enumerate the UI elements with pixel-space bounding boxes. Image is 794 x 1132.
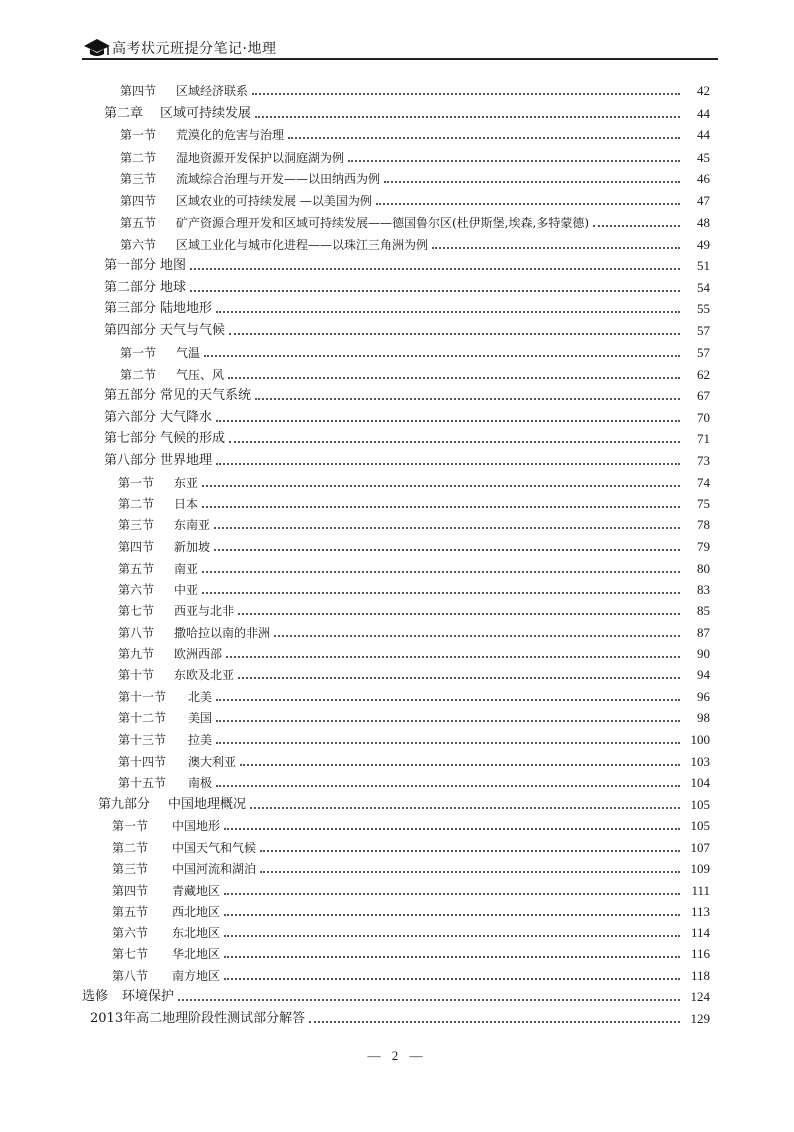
toc-entry-page: 129	[690, 1011, 710, 1026]
dot-leader	[593, 225, 680, 227]
toc-entry-label: 第六节	[118, 583, 155, 597]
toc-entry-page: 107	[690, 840, 710, 855]
toc-entry	[118, 662, 710, 682]
toc-entry	[112, 856, 710, 876]
toc-entry-label: 第八部分	[104, 453, 157, 468]
toc-entry-label: 第二节	[120, 151, 157, 165]
toc-entry	[120, 78, 710, 98]
toc-entry-label: 2013年高二地理阶段性测试部分解答	[90, 1011, 306, 1026]
toc-entry-title: 矿产资源合理开发和区域可持续发展——德国鲁尔区(杜伊斯堡,埃森,多特蒙德)	[176, 216, 589, 230]
toc-entry-label: 第九部分	[98, 797, 151, 812]
toc-entry-label: 第五节	[120, 216, 157, 230]
toc-entry-label: 选修	[82, 989, 109, 1004]
toc-entry-page: 51	[697, 258, 710, 273]
toc-entry	[120, 340, 710, 360]
toc-entry	[104, 405, 710, 425]
toc-entry-page: 62	[697, 367, 710, 382]
toc-entry-title: 中国地理概况	[168, 797, 247, 812]
toc-entry-page: 75	[697, 496, 710, 511]
dot-leader	[432, 247, 680, 249]
dot-leader	[376, 203, 680, 205]
toc-entry-title: 常见的天气系统	[160, 388, 252, 403]
dot-leader	[214, 549, 680, 551]
toc-entry-title: 华北地区	[172, 947, 221, 961]
toc-entry-label: 第九节	[118, 647, 155, 661]
toc-entry-page: 74	[697, 475, 710, 490]
toc-entry-label: 第五节	[118, 562, 155, 576]
toc-entry-label: 第二章	[104, 106, 144, 121]
dot-leader	[260, 850, 680, 852]
toc-entry-title: 拉美	[188, 733, 213, 747]
toc-entry	[118, 620, 710, 640]
toc-entry	[118, 577, 710, 597]
dot-leader	[216, 699, 680, 701]
toc-entry	[112, 878, 710, 898]
toc-entry-title: 东亚	[174, 476, 199, 490]
toc-entry-page: 67	[697, 388, 710, 403]
toc-entry-title: 中国地形	[172, 819, 221, 833]
toc-entry-label: 第五节	[112, 905, 149, 919]
dot-leader	[224, 956, 680, 958]
toc-entry-page: 96	[697, 689, 710, 704]
toc-entry-page: 118	[690, 968, 710, 983]
toc-entry-title: 流域综合治理与开发——以田纳西为例	[176, 172, 381, 186]
toc-entry	[104, 318, 710, 338]
toc-entry	[118, 641, 710, 661]
toc-entry-page: 87	[697, 625, 710, 640]
toc-entry-page: 55	[697, 301, 710, 316]
toc-entry-title: 西亚与北非	[174, 604, 235, 618]
toc-entry	[120, 122, 710, 142]
toc-entry-label: 第五部分	[104, 388, 157, 403]
dot-leader	[216, 311, 680, 313]
toc-entry	[118, 770, 710, 790]
toc-entry-label: 第四节	[120, 84, 157, 98]
dot-leader	[216, 420, 680, 422]
toc-entry-title: 西北地区	[172, 905, 221, 919]
toc-entry-label: 第二节	[118, 497, 155, 511]
toc-entry	[104, 101, 710, 121]
toc-entry-title: 地球	[160, 280, 187, 295]
dot-leader	[252, 93, 680, 95]
dot-leader	[202, 506, 680, 508]
toc-entry-title: 日本	[174, 497, 199, 511]
toc-entry-title: 澳大利亚	[188, 755, 237, 769]
toc-entry-title: 区域农业的可持续发展 —以美国为例	[176, 194, 372, 208]
toc-entry-title: 北美	[188, 690, 213, 704]
toc-entry-title: 地图	[160, 258, 187, 273]
toc-entry-title: 区域可持续发展	[160, 106, 252, 121]
toc-entry-label: 第四部分	[104, 323, 157, 338]
dot-leader	[190, 290, 680, 292]
toc-entry	[112, 835, 710, 855]
toc-entry	[118, 491, 710, 511]
toc-entry-page: 98	[697, 710, 710, 725]
toc-entry-label: 第十节	[118, 668, 155, 682]
toc-entry	[104, 448, 710, 468]
dot-leader	[238, 613, 680, 615]
toc-entry-label: 第十四节	[118, 755, 167, 769]
toc-entry-page: 49	[697, 237, 710, 252]
dot-leader	[384, 181, 680, 183]
toc-entry-label: 第四节	[118, 540, 155, 554]
toc-entry-title: 湿地资源开发保护以洞庭湖为例	[176, 151, 345, 165]
toc-entry-page: 109	[690, 861, 710, 876]
toc-entry-title: 气温	[176, 346, 201, 360]
toc-entry	[112, 813, 710, 833]
dot-leader	[202, 592, 680, 594]
toc-entry-label: 第八节	[118, 626, 155, 640]
toc-entry-page: 83	[697, 582, 710, 597]
toc-entry-label: 第十五节	[118, 776, 167, 790]
dot-leader	[255, 116, 680, 118]
toc-entry-title: 东北地区	[172, 926, 221, 940]
toc-entry	[98, 792, 710, 812]
toc-entry-title: 中国天气和气候	[172, 841, 257, 855]
toc-entry-title: 环境保护	[122, 989, 175, 1004]
toc-entry-title: 东南亚	[174, 518, 211, 532]
toc-entry-title: 东欧及北亚	[174, 668, 235, 682]
toc-entry-page: 44	[697, 106, 710, 121]
toc-entry-title: 荒漠化的危害与治理	[176, 128, 285, 142]
toc-entry-label: 第四节	[120, 194, 157, 208]
toc-entry	[112, 920, 710, 940]
dot-leader	[224, 828, 680, 830]
toc-entry-label: 第三节	[112, 862, 149, 876]
toc-entry	[112, 963, 710, 983]
toc-entry-page: 57	[697, 345, 710, 360]
toc-entry-page: 48	[697, 215, 710, 230]
dot-leader	[224, 893, 680, 895]
toc-entry-page: 78	[697, 517, 710, 532]
dot-leader	[250, 807, 680, 809]
toc-entry-title: 美国	[188, 711, 213, 725]
toc-entry-label: 第十三节	[118, 733, 167, 747]
toc-entry-page: 100	[690, 732, 710, 747]
toc-entry-label: 第一节	[118, 476, 155, 490]
toc-entry-label: 第七部分	[104, 431, 157, 446]
toc-entry	[120, 232, 710, 252]
toc-entry-label: 第六节	[120, 238, 157, 252]
toc-entry-label: 第六部分	[104, 410, 157, 425]
toc-entry-label: 第八节	[112, 969, 149, 983]
toc-entry	[112, 941, 710, 961]
toc-entry-label: 第六节	[112, 926, 149, 940]
toc-entry-page: 85	[697, 603, 710, 618]
dot-leader	[260, 871, 680, 873]
toc-entry-title: 天气与气候	[160, 323, 226, 338]
toc-entry	[120, 166, 710, 186]
toc-entry-title: 新加坡	[174, 540, 211, 554]
dot-leader	[216, 463, 680, 465]
dot-leader	[240, 764, 680, 766]
dot-leader	[228, 377, 680, 379]
toc-entry-label: 第十一节	[118, 690, 167, 704]
toc-entry-page: 71	[697, 431, 710, 446]
toc-entry	[120, 188, 710, 208]
dot-leader	[216, 785, 680, 787]
toc-entry-page: 54	[697, 280, 710, 295]
dot-leader	[202, 571, 680, 573]
dot-leader	[224, 914, 680, 916]
toc-entry-page: 90	[697, 646, 710, 661]
toc-entry-page: 105	[690, 818, 710, 833]
dot-leader	[229, 441, 680, 443]
toc-entry-title: 陆地地形	[160, 301, 213, 316]
toc-entry-title: 大气降水	[160, 410, 213, 425]
toc-entry	[90, 1006, 710, 1026]
dot-leader	[226, 656, 680, 658]
toc-entry-page: 80	[697, 561, 710, 576]
toc-entry-label: 第七节	[112, 947, 149, 961]
toc-entry-label: 第四节	[112, 884, 149, 898]
toc-entry-page: 124	[690, 989, 710, 1004]
dot-leader	[348, 160, 680, 162]
toc-entry	[118, 727, 710, 747]
toc-entry-page: 57	[697, 323, 710, 338]
toc-entry-page: 79	[697, 539, 710, 554]
toc-entry-page: 42	[697, 83, 710, 98]
toc-entry-label: 第七节	[118, 604, 155, 618]
toc-entry-page: 44	[697, 127, 710, 142]
toc-entry-label: 第一部分	[104, 258, 157, 273]
toc-entry-label: 第三节	[118, 518, 155, 532]
toc-entry	[118, 470, 710, 490]
toc-entry-title: 气压、风	[176, 368, 225, 382]
toc-entry	[118, 534, 710, 554]
toc-entry-page: 73	[697, 453, 710, 468]
dot-leader	[216, 720, 680, 722]
toc-entry-title: 气候的形成	[160, 431, 226, 446]
dot-leader	[224, 978, 680, 980]
toc-entry-title: 世界地理	[160, 453, 213, 468]
dot-leader	[202, 485, 680, 487]
toc-entry-page: 47	[697, 193, 710, 208]
toc-entry-label: 第一节	[120, 346, 157, 360]
toc-entry-page: 70	[697, 410, 710, 425]
toc-entry	[118, 749, 710, 769]
dot-leader	[216, 742, 680, 744]
toc-entry-page: 113	[690, 904, 710, 919]
toc-entry-label: 第二部分	[104, 280, 157, 295]
toc-entry-title: 青藏地区	[172, 884, 221, 898]
dot-leader	[309, 1021, 680, 1023]
toc-entry-page: 46	[697, 171, 710, 186]
toc-entry	[120, 210, 710, 230]
dot-leader	[204, 355, 680, 357]
toc-entry-label: 第一节	[112, 819, 149, 833]
dot-leader	[214, 527, 680, 529]
page-number: — 2 —	[367, 1048, 427, 1063]
toc-entry-page: 103	[690, 754, 710, 769]
toc-entry-page: 94	[697, 667, 710, 682]
toc-entry-title: 欧洲西部	[174, 647, 223, 661]
toc-entry-title: 南亚	[174, 562, 199, 576]
toc-entry	[104, 296, 710, 316]
dot-leader	[224, 935, 680, 937]
toc-entry	[118, 684, 710, 704]
dot-leader	[190, 268, 680, 270]
toc-entry	[118, 598, 710, 618]
dot-leader	[238, 677, 680, 679]
toc-entry-page: 116	[690, 946, 710, 961]
toc-entry	[118, 705, 710, 725]
toc-entry-label: 第二节	[120, 368, 157, 382]
toc-entry	[104, 275, 710, 295]
toc-entry-page: 45	[697, 150, 710, 165]
toc-entry	[104, 426, 710, 446]
toc-entry-label: 第十二节	[118, 711, 167, 725]
toc-entry-page: 104	[690, 775, 710, 790]
toc-entry-title: 区域经济联系	[176, 84, 249, 98]
toc-entry	[104, 383, 710, 403]
dot-leader	[229, 333, 680, 335]
toc-entry-title: 中亚	[174, 583, 199, 597]
toc-entry	[118, 512, 710, 532]
dot-leader	[178, 999, 680, 1001]
toc-entry-label: 第三节	[120, 172, 157, 186]
toc-entry-title: 中国河流和湖泊	[172, 862, 257, 876]
toc-entry-label: 第三部分	[104, 301, 157, 316]
dot-leader	[255, 398, 680, 400]
toc-entry-page: 114	[690, 925, 710, 940]
toc-entry	[82, 984, 710, 1004]
dot-leader	[274, 635, 680, 637]
toc-entry-title: 撒哈拉以南的非洲	[174, 626, 271, 640]
toc-entry-page: 105	[690, 797, 710, 812]
book-title: 高考状元班提分笔记·地理	[112, 41, 277, 57]
toc-entry-label: 第二节	[112, 841, 149, 855]
toc-entry	[118, 556, 710, 576]
toc-entry-title: 南方地区	[172, 969, 221, 983]
toc-entry-label: 第一节	[120, 128, 157, 142]
dot-leader	[288, 137, 680, 139]
toc-entry	[112, 899, 710, 919]
toc-entry	[104, 253, 710, 273]
toc-entry	[120, 145, 710, 165]
toc-entry-title: 区域工业化与城市化进程——以珠江三角洲为例	[176, 238, 429, 252]
toc-entry-title: 南极	[188, 776, 213, 790]
toc-entry-page: 111	[691, 883, 710, 898]
toc-entry	[120, 362, 710, 382]
